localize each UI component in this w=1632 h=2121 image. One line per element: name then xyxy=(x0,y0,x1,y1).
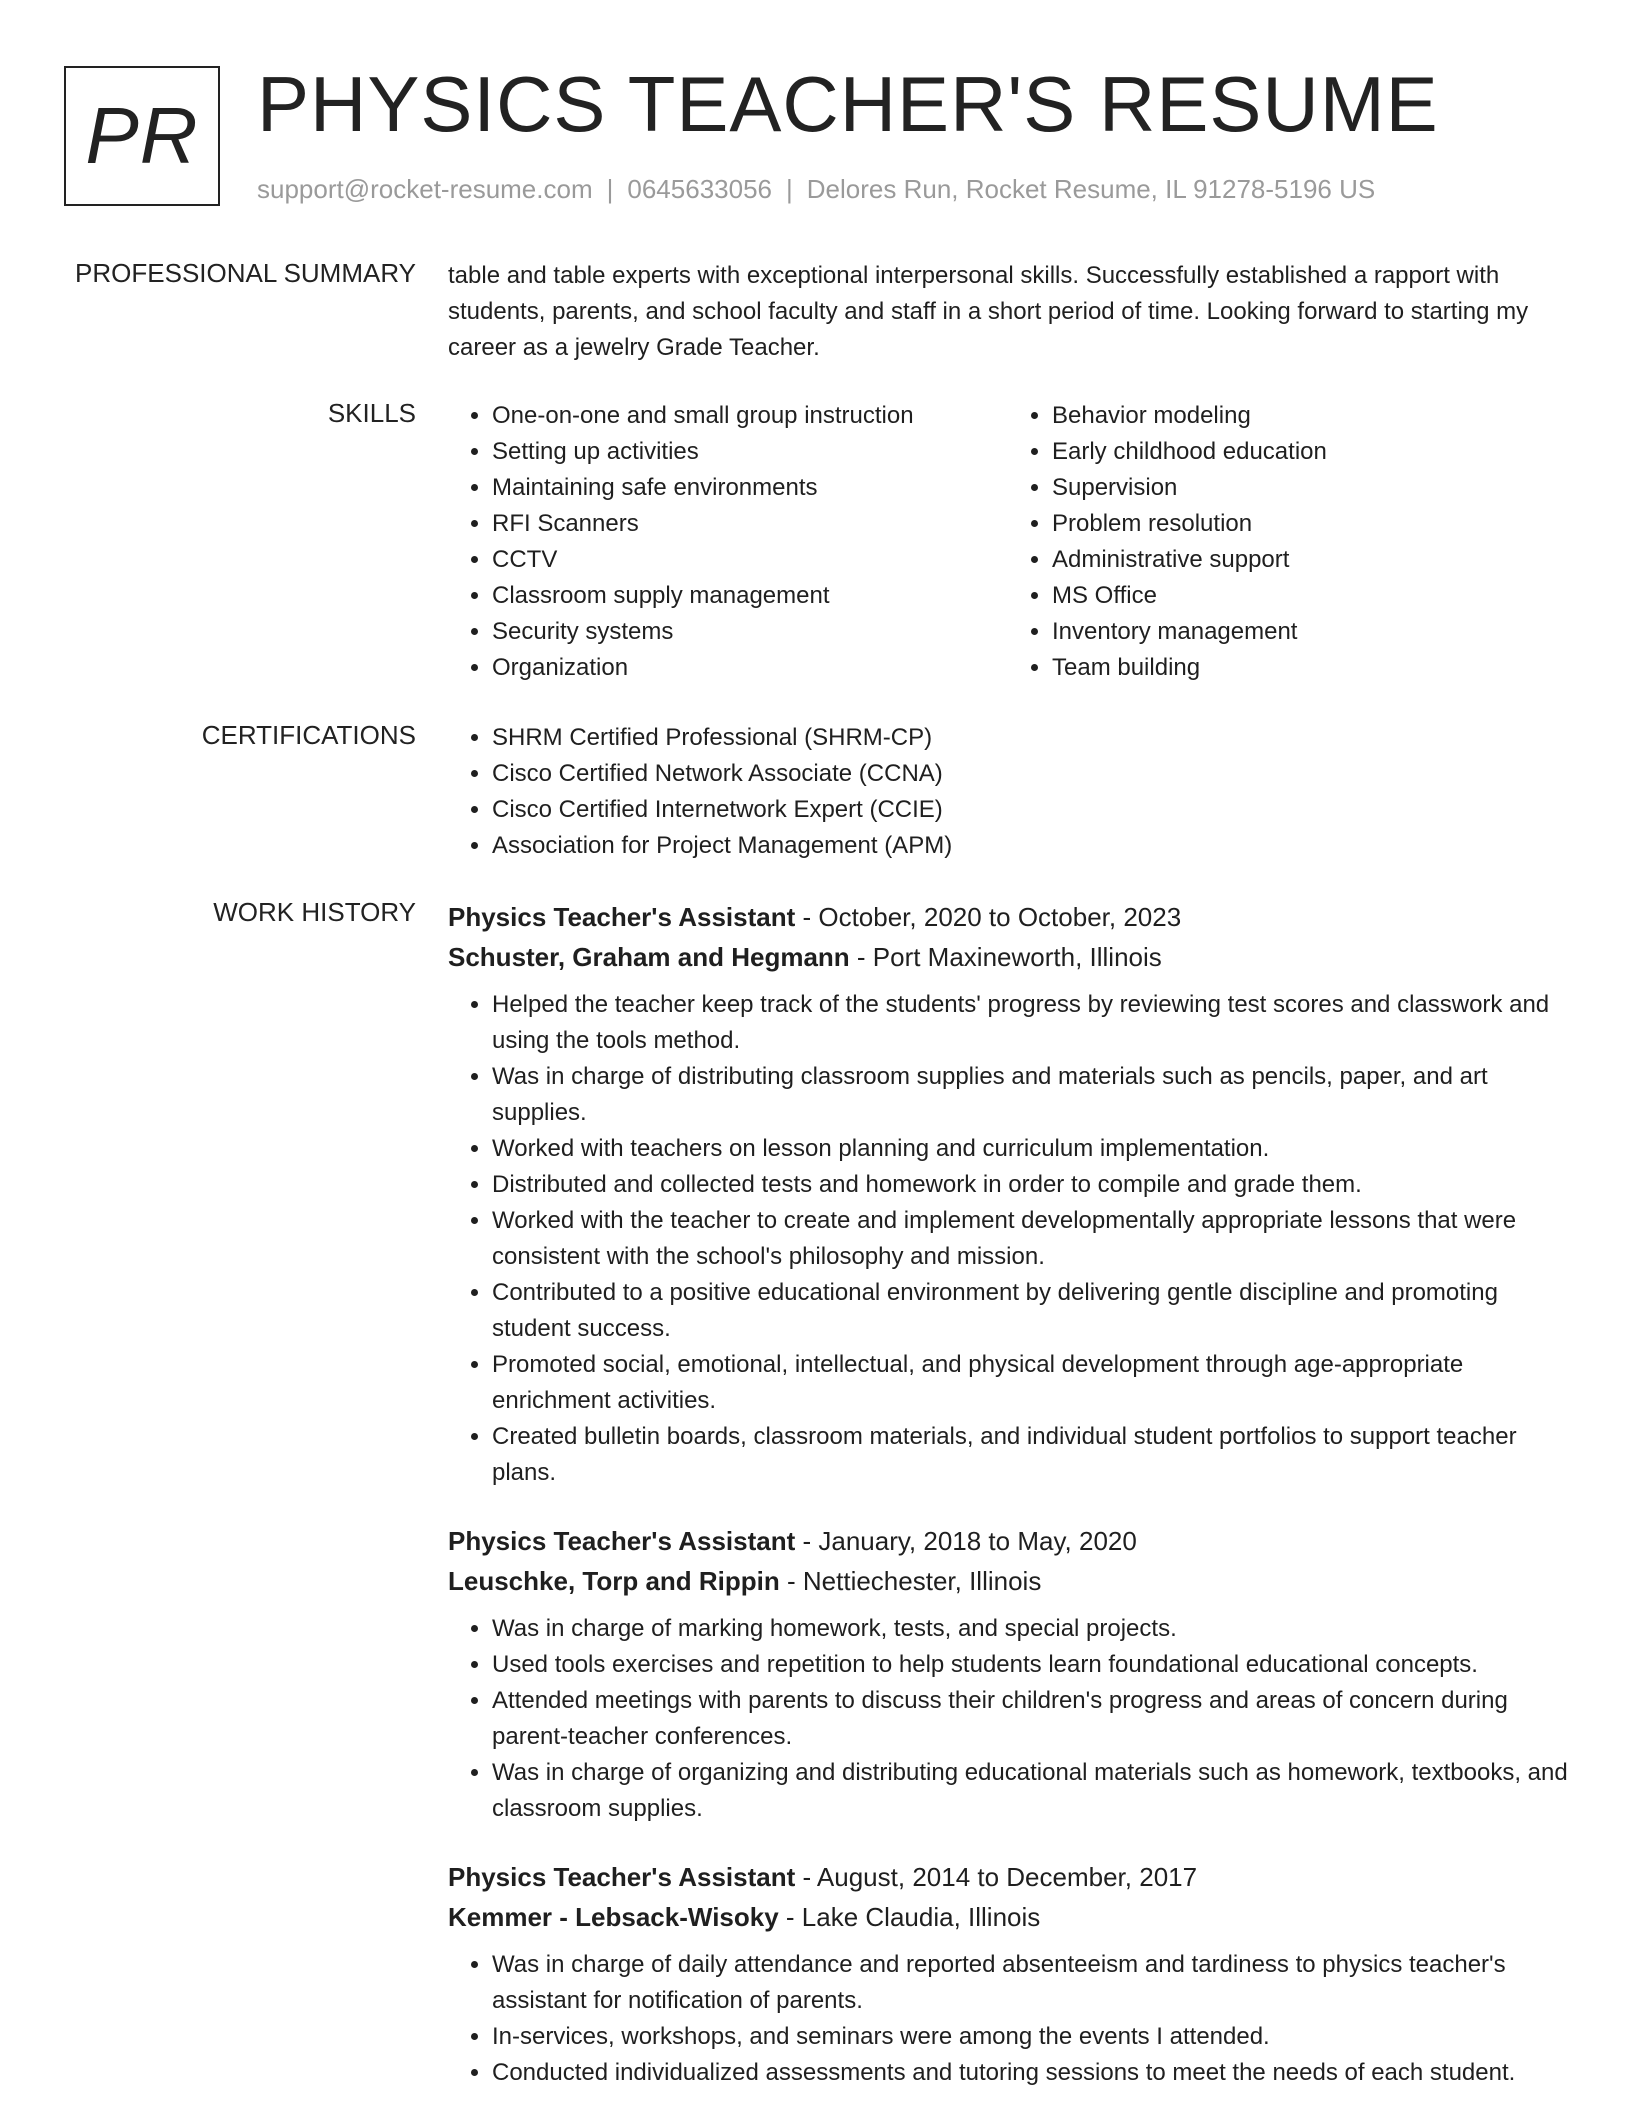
resume-header xyxy=(64,60,1564,216)
job-dates: - August, 2014 to December, 2017 xyxy=(795,1862,1198,1892)
job-title: Physics Teacher's Assistant xyxy=(448,1526,796,1556)
job-title-line xyxy=(448,1857,1568,1897)
job-bullet: • Was in charge of marking homework, tests, and special projects. xyxy=(492,1611,1568,1647)
job-location: - Port Maxineworth, Illinois xyxy=(849,942,1162,972)
skill-item: • Classroom supply management xyxy=(492,578,1008,614)
job-company: Schuster, Graham and Hegmann xyxy=(448,942,850,972)
job-company-line xyxy=(448,1897,1568,1937)
job-company: Leuschke, Torp and Rippin xyxy=(448,1566,780,1596)
job-dates: - January, 2018 to May, 2020 xyxy=(795,1526,1137,1556)
skill-item: • RFI Scanners xyxy=(492,506,1008,542)
job-bullet: • Attended meetings with parents to discuss their children's progress and areas of concern during parent-teacher conferences. xyxy=(492,1683,1568,1755)
job-bullet: • Was in charge of daily attendance and reported absenteeism and tardiness to physics teacher's assistant for notification of parents. xyxy=(492,1947,1568,2019)
job-bullet: • Helped the teacher keep track of the students' progress by reviewing test scores and classwork and using the tools method. xyxy=(492,987,1568,1059)
monogram-badge: PR xyxy=(64,66,220,206)
skill-item: • Administrative support xyxy=(1052,542,1568,578)
job-company-line xyxy=(448,937,1568,977)
job-bullet: • Distributed and collected tests and homework in order to compile and grade them. xyxy=(492,1167,1568,1203)
skill-item: • Inventory management xyxy=(1052,614,1568,650)
contact-line xyxy=(257,174,1375,205)
work-history-label: WORK HISTORY xyxy=(213,897,416,927)
job-bullet: • Worked with teachers on lesson planning and curriculum implementation. xyxy=(492,1131,1568,1167)
skill-item: • Maintaining safe environments xyxy=(492,470,1008,506)
skill-item: • Problem resolution xyxy=(1052,506,1568,542)
job-bullets xyxy=(448,1611,1568,1827)
summary-label: PROFESSIONAL SUMMARY xyxy=(75,258,416,288)
job-bullet: • Worked with the teacher to create and implement developmentally appropriate lessons that were consistent with the school's philosophy and mission. xyxy=(492,1203,1568,1275)
contact-separator: | xyxy=(786,174,793,204)
job-bullet: • Created bulletin boards, classroom materials, and individual student portfolios to support teacher plans. xyxy=(492,1419,1568,1491)
job-title-line xyxy=(448,897,1568,937)
contact-address: Delores Run, Rocket Resume, IL 91278-5196 US xyxy=(806,174,1376,204)
job-bullet: • Was in charge of distributing classroom supplies and materials such as pencils, paper, and art supplies. xyxy=(492,1059,1568,1131)
job-dates: - October, 2020 to October, 2023 xyxy=(795,902,1182,932)
skills-list-left xyxy=(448,398,1008,686)
certification-item: • Association for Project Management (APM) xyxy=(492,828,1568,864)
job-location: - Lake Claudia, Illinois xyxy=(778,1902,1041,1932)
skill-item: • CCTV xyxy=(492,542,1008,578)
job-title: Physics Teacher's Assistant xyxy=(448,902,796,932)
job-location: - Nettiechester, Illinois xyxy=(779,1566,1042,1596)
certification-item: • SHRM Certified Professional (SHRM-CP) xyxy=(492,720,1568,756)
skill-item: • Setting up activities xyxy=(492,434,1008,470)
skill-item: • Organization xyxy=(492,650,1008,686)
skill-item: • Early childhood education xyxy=(1052,434,1568,470)
job-bullet: • Conducted individualized assessments and tutoring sessions to meet the needs of each student. xyxy=(492,2055,1568,2091)
summary-text: table and table experts with exceptional interpersonal skills. Successfully established a rapport with students, parents, and school faculty and staff in a short period of time. Looking forward to starting my career as a jewelry Grade Teacher. xyxy=(448,262,1529,361)
job-entry xyxy=(448,1857,1568,2091)
job-company-line xyxy=(448,1561,1568,1601)
job-entry xyxy=(448,897,1568,1491)
job-bullet: • In-services, workshops, and seminars were among the events I attended. xyxy=(492,2019,1568,2055)
contact-phone[interactable]: 0645633056 xyxy=(627,174,772,204)
job-entry xyxy=(448,1521,1568,1827)
job-bullet: • Contributed to a positive educational environment by delivering gentle discipline and promoting student success. xyxy=(492,1275,1568,1347)
job-title-line xyxy=(448,1521,1568,1561)
job-bullets xyxy=(448,987,1568,1491)
skill-item: • Behavior modeling xyxy=(1052,398,1568,434)
job-bullet: • Was in charge of organizing and distributing educational materials such as homework, textbooks, and classroom supplies. xyxy=(492,1755,1568,1827)
certifications-list xyxy=(448,720,1568,864)
skill-item: • Security systems xyxy=(492,614,1008,650)
contact-separator: | xyxy=(606,174,614,204)
resume-title: PHYSICS TEACHER'S RESUME xyxy=(257,60,1439,148)
skill-item: • One-on-one and small group instruction xyxy=(492,398,1008,434)
job-company: Kemmer - Lebsack-Wisoky xyxy=(448,1902,779,1932)
job-bullets xyxy=(448,1947,1568,2091)
skills-list-right xyxy=(1008,398,1568,686)
job-bullet: • Used tools exercises and repetition to help students learn foundational educational concepts. xyxy=(492,1647,1568,1683)
job-bullet: • Promoted social, emotional, intellectual, and physical development through age-appropriate enrichment activities. xyxy=(492,1347,1568,1419)
certification-item: • Cisco Certified Internetwork Expert (CCIE) xyxy=(492,792,1568,828)
certification-item: • Cisco Certified Network Associate (CCNA) xyxy=(492,756,1568,792)
skills-label: SKILLS xyxy=(327,398,416,428)
contact-email[interactable]: support@rocket-resume.com xyxy=(257,174,593,204)
skill-item: • Team building xyxy=(1052,650,1568,686)
job-title: Physics Teacher's Assistant xyxy=(448,1862,796,1892)
skill-item: • MS Office xyxy=(1052,578,1568,614)
certifications-label: CERTIFICATIONS xyxy=(201,720,416,750)
skill-item: • Supervision xyxy=(1052,470,1568,506)
